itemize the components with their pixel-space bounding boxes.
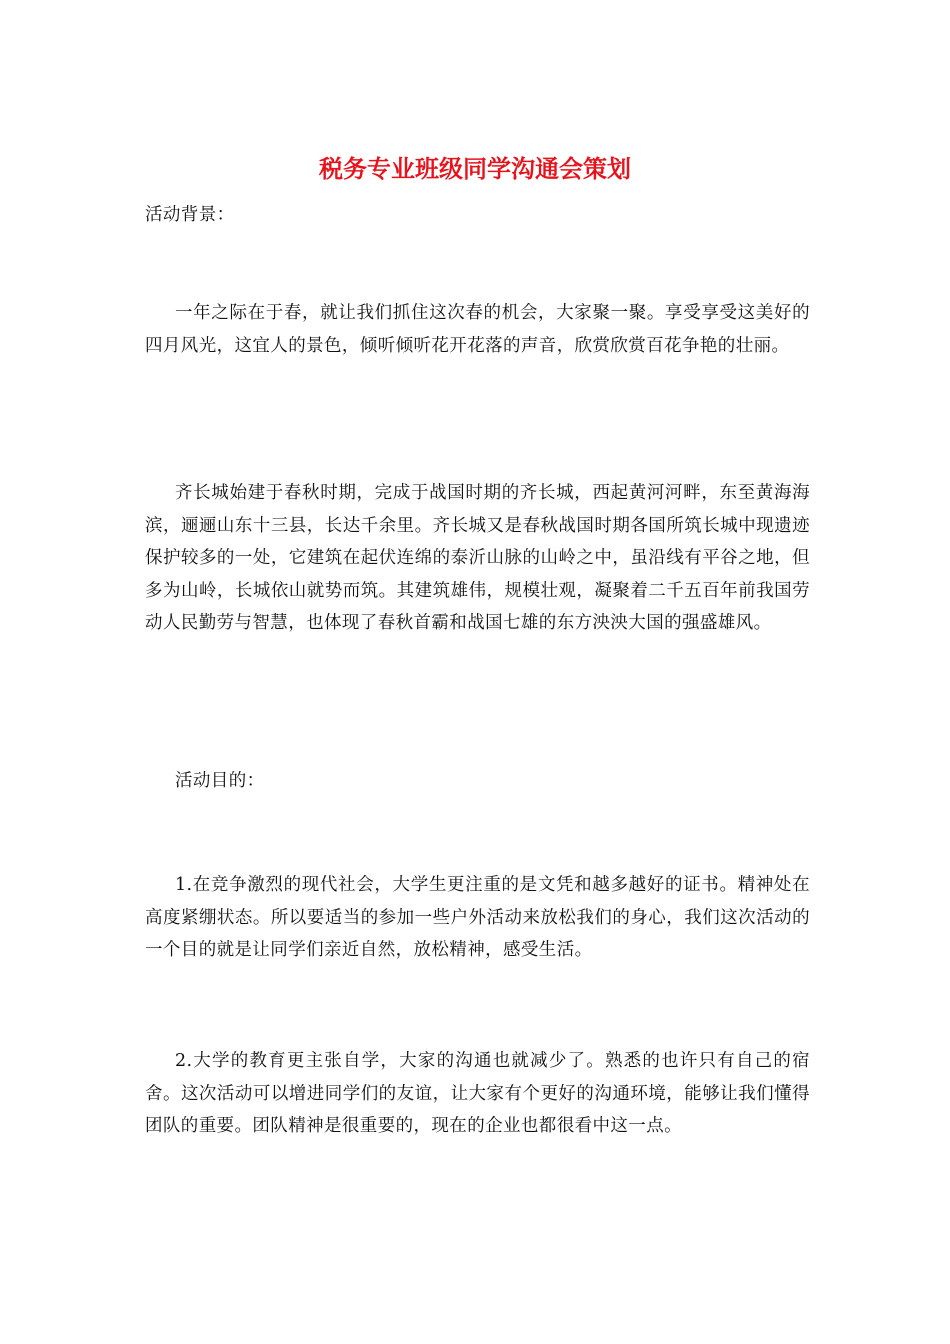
background-paragraph-great-wall: 齐长城始建于春秋时期，完成于战国时期的齐长城，西起黄河河畔，东至黄海海滨，逦逦山东十三县，长达千余里。齐长城又是春秋战国时期各国所筑长城中现遗迹保护较多的一处，它建筑在起伏连绵的泰沂山脉的山岭之中，虽沿线有平谷之地，但多为山岭，长城依山就势而筑。其建筑雄伟，规模壮观，凝聚着二千五百年前我国劳动人民勤劳与智慧，也体现了春秋首霸和战国七雄的东方泱泱大国的强盛雄风。 [145,483,810,633]
purpose-item-1: 1.在竞争激烈的现代社会，大学生更注重的是文凭和越多越好的证书。精神处在高度紧绷状态。所以要适当的参加一些户外活动来放松我们的身心，我们这次活动的一个目的就是让同学们亲近自然，放松精神，感受生活。 [145,875,810,960]
purpose-item-2: 2.大学的教育更主张自学，大家的沟通也就减少了。熟悉的也许只有自己的宿舍。这次活动可以增进同学们的友谊，让大家有个更好的沟通环境，能够让我们懂得团队的重要。团队精神是很重要的，现在的企业也都很看中这一点。 [145,1051,810,1136]
purpose-heading: 活动目的： [175,771,265,791]
background-paragraph-spring: 一年之际在于春，就让我们抓住这次春的机会，大家聚一聚。享受享受这美好的四月风光，这宜人的景色，倾听倾听花开花落的声音，欣赏欣赏百花争艳的壮丽。 [145,303,810,356]
document-title: 税务专业班级同学沟通会策划 [319,154,631,183]
background-heading: 活动背景： [145,205,235,225]
